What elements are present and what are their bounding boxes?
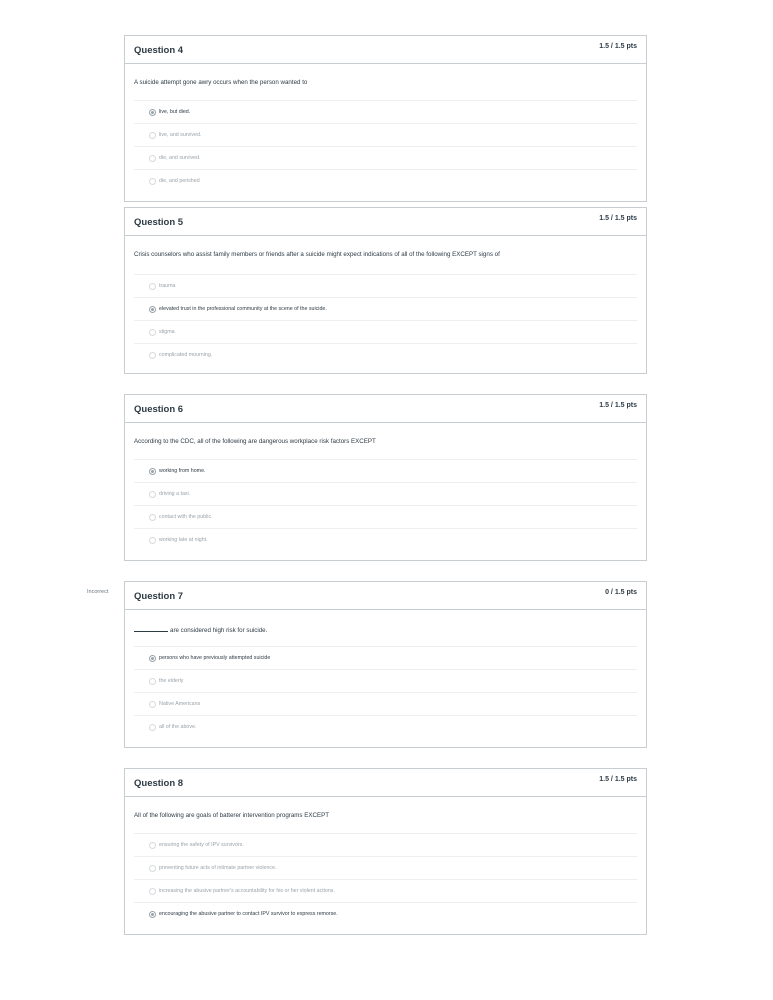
radio-button[interactable]: [149, 155, 156, 162]
answer-option[interactable]: [134, 100, 637, 124]
answer-label: encouraging the abusive partner to contact IPV survivor to express remorse.: [159, 911, 338, 917]
answer-label: live, and survived.: [159, 132, 202, 138]
answer-option[interactable]: [134, 320, 637, 344]
answer-label: elevated trust in the professional community at the scene of the suicide.: [159, 306, 327, 312]
answer-option[interactable]: [134, 646, 637, 670]
radio-button[interactable]: [149, 514, 156, 521]
answer-label: live, but died.: [159, 109, 191, 115]
radio-button[interactable]: [149, 865, 156, 872]
answer-option[interactable]: [134, 459, 637, 483]
radio-button[interactable]: [149, 701, 156, 708]
answer-label: the elderly: [159, 678, 184, 684]
answer-label: complicated mourning.: [159, 352, 213, 358]
answer-label: working late at night.: [159, 537, 208, 543]
answer-option[interactable]: [134, 715, 637, 739]
answer-label: ensuring the safety of IPV survivors.: [159, 842, 244, 848]
answer-label: increasing the abusive partner's accountability for his or her violent actions.: [159, 888, 335, 894]
question-header: [125, 769, 646, 797]
incorrect-flag: Incorrect: [87, 589, 109, 595]
question-title: Question 4: [134, 45, 184, 56]
answer-option[interactable]: [134, 505, 637, 529]
radio-button[interactable]: [149, 655, 156, 662]
question-header: [125, 36, 646, 64]
radio-button[interactable]: [149, 888, 156, 895]
question-card: [124, 207, 647, 374]
radio-button[interactable]: [149, 842, 156, 849]
fill-blank: [134, 625, 168, 632]
question-points: 1.5 / 1.5 pts: [599, 402, 637, 409]
answer-label: persons who have previously attempted suicide: [159, 655, 271, 661]
question-points: 1.5 / 1.5 pts: [599, 43, 637, 50]
answer-option[interactable]: [134, 669, 637, 693]
radio-button[interactable]: [149, 724, 156, 731]
question-card: [124, 581, 647, 748]
question-text: A suicide attempt gone awry occurs when the person wanted to: [134, 79, 308, 86]
answer-option[interactable]: [134, 169, 637, 193]
answer-option[interactable]: [134, 528, 637, 552]
answer-label: Native Americans: [159, 701, 201, 707]
question-text: Crisis counselors who assist family members or friends after a suicide might expect indications of all of the following EXCEPT signs of: [134, 251, 500, 258]
radio-button[interactable]: [149, 352, 156, 359]
answer-label: all of the above.: [159, 724, 197, 730]
question-text: All of the following are goals of batterer intervention programs EXCEPT: [134, 812, 330, 819]
answer-option[interactable]: [134, 902, 637, 926]
radio-button[interactable]: [149, 178, 156, 185]
question-points: 1.5 / 1.5 pts: [599, 776, 637, 783]
question-points: 1.5 / 1.5 pts: [599, 215, 637, 222]
answer-option[interactable]: [134, 297, 637, 321]
radio-button[interactable]: [149, 132, 156, 139]
answer-option[interactable]: [134, 856, 637, 880]
answer-label: contact with the public.: [159, 514, 213, 520]
question-card: [124, 35, 647, 202]
question-title: Question 6: [134, 404, 184, 415]
answer-option[interactable]: [134, 146, 637, 170]
question-header: [125, 395, 646, 423]
answer-option[interactable]: [134, 692, 637, 716]
answer-option[interactable]: [134, 274, 637, 298]
question-card: [124, 768, 647, 935]
answer-label: stigma: [159, 329, 175, 335]
answer-option[interactable]: [134, 879, 637, 903]
question-title: Question 5: [134, 217, 184, 228]
answer-option[interactable]: [134, 123, 637, 147]
radio-button[interactable]: [149, 329, 156, 336]
radio-button[interactable]: [149, 468, 156, 475]
answer-option[interactable]: [134, 343, 637, 367]
question-title: Question 8: [134, 778, 184, 789]
question-points: 0 / 1.5 pts: [605, 589, 637, 596]
question-text: [134, 625, 267, 634]
question-header: [125, 208, 646, 236]
answer-label: working from home.: [159, 468, 206, 474]
radio-button[interactable]: [149, 283, 156, 290]
answer-label: driving a taxi.: [159, 491, 191, 497]
radio-button[interactable]: [149, 678, 156, 685]
question-header: [125, 582, 646, 610]
radio-button[interactable]: [149, 911, 156, 918]
radio-button[interactable]: [149, 109, 156, 116]
radio-button[interactable]: [149, 537, 156, 544]
answer-label: trauma: [159, 283, 176, 289]
radio-button[interactable]: [149, 306, 156, 313]
question-text: According to the CDC, all of the following are dangerous workplace risk factors EXCEPT: [134, 438, 376, 445]
answer-option[interactable]: [134, 482, 637, 506]
answer-option[interactable]: [134, 833, 637, 857]
answer-label: preventing future acts of intimate partner violence.: [159, 865, 277, 871]
question-text-content: are considered high risk for suicide.: [170, 627, 268, 634]
answer-label: die, and survived.: [159, 155, 201, 161]
answer-label: die, and perished: [159, 178, 200, 184]
radio-button[interactable]: [149, 491, 156, 498]
question-card: [124, 394, 647, 561]
question-title: Question 7: [134, 591, 184, 602]
